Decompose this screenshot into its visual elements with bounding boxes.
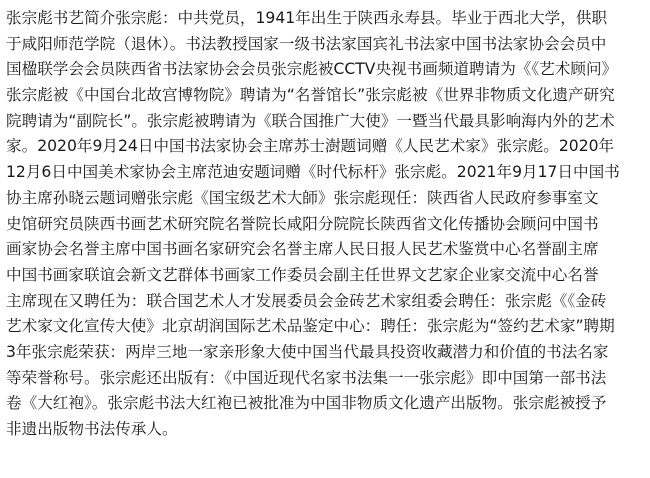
text-line-11: 中国书画家联谊会新文艺群体书画家工作委员会副主任世界文艺家企业家交流中心名誉 bbox=[6, 265, 599, 284]
text-line-15: 等荣誉称号。张宗彪还出版有：《中国近现代名家书法集一一张宗彪》即中国第一部书法 bbox=[6, 368, 607, 387]
text-line-17: 非遗出版物书法传承人。 bbox=[6, 420, 178, 438]
text-line-8: 协主席孙晓云题词赠张宗彪《国宝级艺术大師》张宗彪现任：陕西省人民政府参事室文 bbox=[6, 188, 599, 207]
text-line-6: 家。2020年9月24日中国书法家协会主席苏士澍题词赠《人民艺术家》张宗彪。2020年 bbox=[6, 137, 615, 156]
text-line-5: 院聘请为“副院长”。张宗彪被聘请为《联合国推广大使》一暨当代最具影响海内外的艺术 bbox=[6, 111, 615, 130]
text-line-3: 国楹联学会会员陕西省书法家协会会员张宗彪被CCTV央视书画频道聘请为《《艺术顾问》 bbox=[6, 60, 618, 79]
text-line-12: 主席现在又聘任为：联合国艺术人才发展委员会金砖艺术家组委会聘任：张宗彪《《金砖 bbox=[6, 291, 607, 310]
text-line-16: 卷《大红袍》。张宗彪书法大红袍已被批准为中国非物质文化遗产出版物。张宗彪被授予 bbox=[6, 394, 607, 413]
text-line-14: 3年张宗彪荣获：两岸三地一家亲形象大使中国当代最具投资收藏潜力和价值的书法名家 bbox=[6, 342, 609, 361]
text-line-9: 史馆研究员陕西书画艺术研究院名誉院长咸阳分院院长陕西省文化传播协会顾问中国书 bbox=[6, 214, 599, 233]
text-line-4: 张宗彪被《中国台北故宫博物院》聘请为“名誉馆长”张宗彪被《世界非物质文化遗产研究 bbox=[6, 86, 615, 105]
text-line-2: 于咸阳师范学院（退休）。书法教授国家一级书法家国宾礼书法家中国书法家协会会员中 bbox=[6, 34, 607, 53]
text-line-10: 画家协会名誉主席中国书画名家研究会名誉主席人民日报人民艺术鉴赏中心名誉副主席 bbox=[6, 240, 599, 259]
text-line-1: 张宗彪书艺简介张宗彪：中共党员，1941年出生于陕西永寿县。毕业于西北大学，供职 bbox=[6, 9, 608, 27]
text-line-13: 艺术家文化宣传大使》北京胡润国际艺术品鉴定中心：聘任：张宗彪为“签约艺术家”聘期 bbox=[6, 317, 615, 336]
text-line-7: 12月6日中国美术家协会主席范迪安题词赠《时代标杆》张宗彪。2021年9月17日中国书 bbox=[6, 163, 620, 182]
